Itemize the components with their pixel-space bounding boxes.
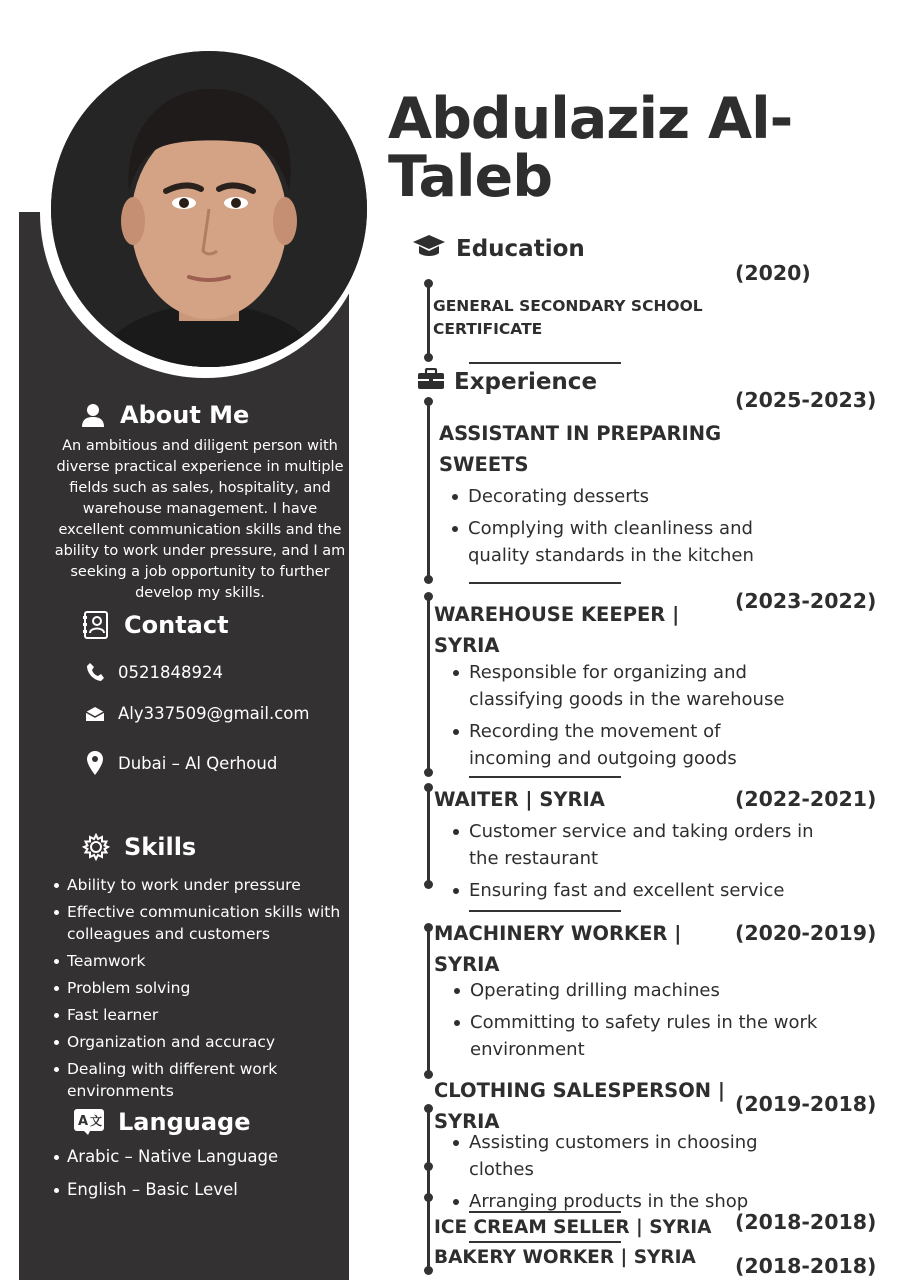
experience-timeline [427, 928, 430, 1074]
skill-item: Teamwork [52, 950, 342, 972]
skill-item: Fast learner [52, 1004, 342, 1026]
timeline-dot [424, 279, 433, 288]
email-text: Aly337509@gmail.com [118, 704, 310, 723]
profile-photo [51, 51, 367, 367]
duty-item: Committing to safety rules in the work environment [452, 1009, 822, 1063]
skill-item: Problem solving [52, 977, 342, 999]
skills-list [52, 874, 342, 1102]
job-duties [452, 977, 822, 1068]
timeline-dot [424, 1266, 433, 1275]
timeline-dot [424, 783, 433, 792]
timeline-dot [424, 1104, 433, 1113]
duty-item: Decorating desserts [450, 483, 840, 510]
about-heading-text: About Me [120, 401, 250, 429]
skill-item: Effective communication skills with colleagues and customers [52, 901, 342, 945]
language-list [52, 1146, 342, 1201]
phone-icon [84, 662, 106, 682]
divider [469, 910, 621, 912]
skill-item: Ability to work under pressure [52, 874, 342, 896]
phone-text: 0521848924 [118, 662, 223, 682]
location-pin-icon [84, 751, 106, 775]
contact-location[interactable] [84, 751, 277, 775]
graduation-cap-icon [412, 232, 446, 266]
duty-item: Operating drilling machines [452, 977, 822, 1004]
skills-heading [82, 833, 196, 861]
job-title: WAITER | SYRIA [434, 788, 605, 811]
location-text: Dubai – Al Qerhoud [118, 753, 278, 773]
education-timeline [427, 283, 430, 357]
contact-book-icon [82, 610, 110, 640]
timeline-dot [424, 768, 433, 777]
job-title: BAKERY WORKER | SYRIA [434, 1247, 696, 1268]
timeline-dot [424, 575, 433, 584]
skills-heading-text: Skills [124, 833, 197, 861]
job-title: MACHINERY WORKER | SYRIA [434, 922, 682, 976]
timeline-dot [424, 1193, 433, 1202]
job-title: ASSISTANT IN PREPARING SWEETS [439, 422, 722, 476]
job-duties [450, 483, 840, 574]
job-years: (2019-2018) [735, 1092, 877, 1116]
job-years: (2022-2021) [735, 787, 877, 811]
svg-text:文: 文 [90, 1114, 103, 1128]
duty-item: Customer service and taking orders in the restaurant [451, 818, 831, 872]
timeline-dot [424, 923, 433, 932]
language-item: English – Basic Level [52, 1179, 342, 1201]
contact-heading-text: Contact [124, 611, 229, 639]
job-title: CLOTHING SALESPERSON | SYRIA [434, 1079, 726, 1133]
timeline-dot [424, 880, 433, 889]
page-title: Abdulaziz Al-Taleb [388, 86, 793, 210]
duty-item: Ensuring fast and excellent service [451, 877, 831, 904]
job-years: (2020-2019) [735, 921, 877, 945]
experience-timeline [427, 596, 430, 772]
education-year: (2020) [735, 261, 811, 285]
translate-icon [74, 1109, 104, 1135]
envelope-icon [84, 706, 106, 722]
contact-email[interactable] [84, 704, 309, 723]
contact-heading [82, 610, 229, 640]
timeline-dot [424, 353, 433, 362]
duty-item: Recording the movement of incoming and outgoing goods [451, 718, 781, 772]
education-heading [412, 232, 585, 266]
job-years: (2018-2018) [735, 1254, 877, 1278]
language-item: Arabic – Native Language [52, 1146, 342, 1168]
experience-timeline [427, 787, 430, 884]
job-years: (2023-2022) [735, 589, 877, 613]
divider [469, 1241, 621, 1243]
divider [469, 582, 621, 584]
education-title: GENERAL SECONDARY SCHOOL CERTIFICATE [433, 297, 703, 338]
svg-text:A: A [78, 1114, 89, 1129]
gear-icon [82, 833, 110, 861]
timeline-dot [424, 592, 433, 601]
duty-item: Responsible for organizing and classifying goods in the warehouse [451, 659, 831, 713]
job-duties [451, 818, 831, 909]
job-title: ICE CREAM SELLER | SYRIA [434, 1217, 712, 1238]
portrait-photo-icon [51, 51, 367, 367]
experience-timeline [427, 1108, 430, 1274]
job-duties [451, 659, 831, 777]
duty-item: Complying with cleanliness and quality standards in the kitchen [450, 515, 810, 569]
experience-heading [418, 368, 597, 396]
education-heading-text: Education [456, 236, 585, 262]
experience-timeline [427, 402, 430, 579]
job-duties [451, 1129, 841, 1220]
timeline-dot [424, 1162, 433, 1171]
duty-item: Assisting customers in choosing clothes [451, 1129, 801, 1183]
skill-item: Dealing with different work environments [52, 1058, 342, 1102]
about-text: An ambitious and diligent person with diverse practical experience in multiple fields such as sales, hospitality, and warehouse management. I have excellent communication skills and the ability to work under pressure, and I am seeking a job opportunity to further develop my skills. [54, 438, 346, 601]
user-icon [80, 402, 106, 428]
job-years: (2025-2023) [735, 388, 877, 412]
language-heading [74, 1108, 251, 1136]
duty-item: Arranging products in the shop [451, 1188, 841, 1215]
timeline-dot [424, 1070, 433, 1079]
divider [469, 362, 621, 364]
job-title: WAREHOUSE KEEPER | SYRIA [434, 603, 680, 657]
skill-item: Organization and accuracy [52, 1031, 342, 1053]
contact-phone[interactable] [84, 662, 223, 682]
job-years: (2018-2018) [735, 1210, 877, 1234]
experience-heading-text: Experience [454, 369, 598, 395]
timeline-dot [424, 397, 433, 406]
about-heading [80, 401, 249, 429]
language-heading-text: Language [118, 1108, 251, 1136]
briefcase-icon [418, 368, 444, 396]
